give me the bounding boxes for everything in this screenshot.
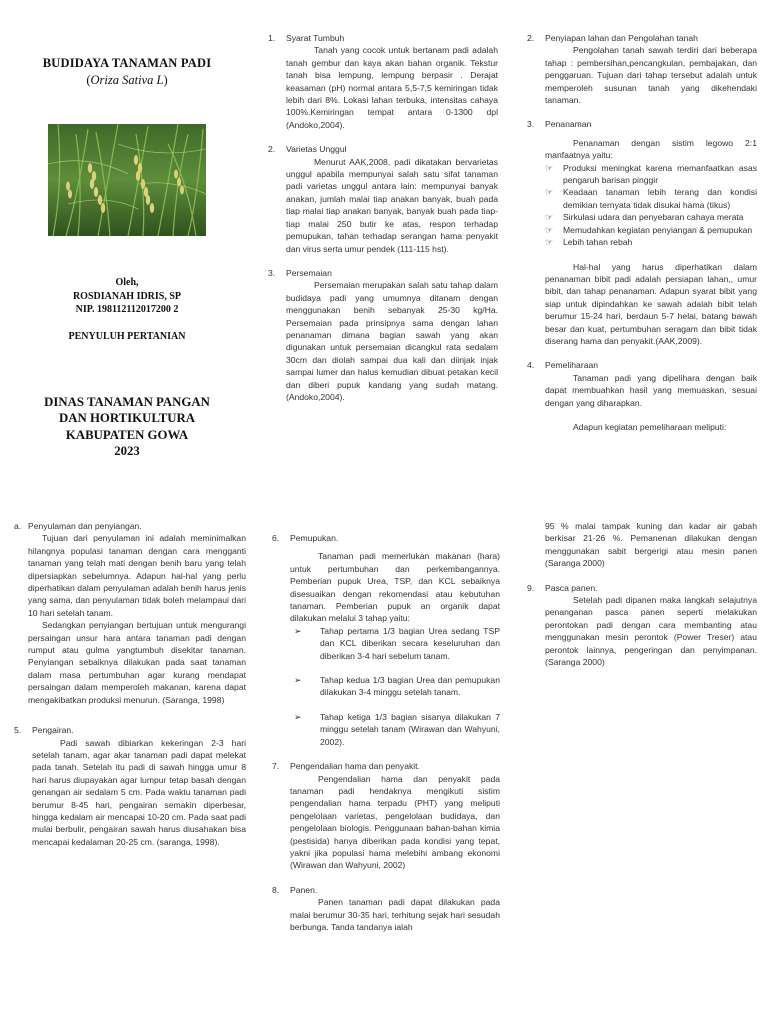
- fertilizer-steps-list: [290, 625, 500, 748]
- list-item: ☞ Produksi meningkat karena memanfaatkan asas pengaruh barisan pinggir: [545, 162, 757, 186]
- section-pemeliharaan: [527, 359, 757, 433]
- section-text: Adapun kegiatan pemeliharaan meliputi:: [573, 421, 727, 432]
- agency-line-3: KABUPATEN GOWA: [65, 427, 189, 442]
- section-title: Penyiapan lahan dan Pengolahan tanah: [545, 33, 698, 43]
- section-text: Menurut AAK,2008, padi dikatakan bervarietas unggul apabila mempunyai salah satu sifat tanaman padi varietas unggul antara lain: mempunyai banyak anakan, jumlah malai tiap anakan banyak, buah pada tiap malai tiap anakan banyak, banyak buah pada tiap-tiap malai 250 butir ke atas, respon terhadap pemupukan, tahan terhadap serangan hama penyakit dan virus serta umur pendek (111-115 hst).: [286, 156, 498, 254]
- brochure-title: BUDIDAYA TANAMAN PADI: [42, 56, 212, 70]
- section-text: Panen tanaman padi dapat dilakukan pada malai berumur 30-35 hari, terhitung sejak hari sesudah berbunga. Tanda tandanya ialah: [290, 897, 500, 932]
- agency-line-2: DAN HORTIKULTURA: [59, 411, 195, 425]
- author-role: PENYULUH PERTANIAN: [68, 330, 186, 342]
- section-text: Tujuan dari penyulaman ini adalah meminimalkan hilangnya populasi tanaman dengan cara mengganti tanaman yang telah mati dengan benih baru yang telah dipersiapkan sebelumnya. Adapun hal-hal yang perlu diperhatikan dalam penyulaman adalah benih harus jenis yang sama, dan penyulaman tidak boleh melampaui dari 10 hari setelah tanam.: [28, 533, 246, 618]
- section-pemupukan: [272, 532, 500, 748]
- brochure-page-front: [0, 0, 768, 510]
- arrow-bullet-icon: ➢: [294, 675, 302, 686]
- arrow-bullet-icon: ➢: [294, 625, 302, 636]
- section-penyiapan-lahan: [527, 32, 757, 106]
- author-prefix: Oleh,: [115, 277, 139, 288]
- arrow-bullet-icon: ➢: [294, 711, 302, 722]
- brochure-page-back: [0, 512, 768, 1024]
- section-title: Persemaian: [286, 267, 332, 278]
- section-number: 5.: [14, 725, 22, 736]
- agency-line-1: DINAS TANAMAN PANGAN: [44, 394, 210, 409]
- agency-year: 2023: [114, 444, 140, 458]
- section-syarat-tumbuh: [268, 32, 498, 131]
- bottom-column-3: [527, 512, 757, 1024]
- section-number: 2.: [268, 144, 276, 155]
- section-title: Pengendalian hama dan penyakit.: [290, 761, 420, 772]
- rice-plant-photo: [48, 124, 206, 236]
- section-number: 7.: [272, 761, 280, 772]
- section-text: Tanah yang cocok untuk bertanam padi adalah tanah gembur dan kaya akan bahan organik. Tekstur tanah bisa lempung, lempung berpasir . Derajat keasaman (pH) normal antara 5,5-7,5 kemiringan tidak lebih dari 8%. Lokasi lahan terbuka, intensitas cahaya 100%.Kemiringan tempat antara 0-1300 dpl (Andoko,2004).: [286, 45, 498, 130]
- agency-block: [18, 394, 236, 460]
- section-text: 95 % malai tampak kuning dan kadar air gabah berkisar 21-26 %. Pemanenan dilakukan dengan menggunakan sabit bergerigi atau mesin panen (Saranga 2000): [545, 521, 757, 569]
- section-number: 9.: [527, 582, 535, 593]
- section-number: 1.: [268, 33, 276, 43]
- brochure-subtitle: (Oriza Sativa L): [86, 73, 168, 87]
- bottom-column-2: [272, 512, 500, 1024]
- section-number: 2.: [527, 33, 535, 43]
- section-panen-continued: [527, 520, 757, 570]
- section-title: Pengairan.: [32, 725, 74, 736]
- hand-pointer-icon: ☞: [545, 187, 554, 198]
- section-title: Pemupukan.: [290, 533, 339, 543]
- section-penyulaman: [14, 520, 246, 706]
- section-text: Sedangkan penyiangan bertujuan untuk mengurangi persaingan unsur hara antara tanaman padi dengan rumput atau gulma yangtumbuh disekitar tanaman. Penyiangan sebaiknya dilakukan pada saat tanaman dalam masa pertumbuhan agar kurang mendapat persaingan dalam memperoleh makanan, karena dapat mengakibatkan produksi menurun. (Saranga, 1998): [28, 620, 246, 705]
- section-title: Penanaman: [545, 119, 592, 130]
- section-number: 3.: [527, 119, 535, 130]
- section-label: a.: [14, 521, 22, 531]
- section-intro: Penanaman dengan sistim legowo 2:1 manfaatnya yaitu:: [545, 137, 757, 161]
- list-item: ☞ Sirkulasi udara dan penyebaran cahaya merata: [545, 212, 744, 223]
- section-text: Pengolahan tanah sawah terdiri dari beberapa tahap : pembersihan,pencangkulan, pembajakan, dan penggaruan. Tujuan dari tahap tersebut adalah untuk memperoleh susunan tanah yang dikehendaki tanaman.: [545, 45, 757, 106]
- section-text: Tanaman padi yang dipelihara dengan baik dapat membuahkan hasil yang memuaskan, sesuai dengan yang diharapkan.: [545, 372, 757, 408]
- section-pengairan: [14, 724, 246, 848]
- section-text: Padi sawah dibiarkan kekeringan 2-3 hari setelah tanam, agar akar tanaman padi dapat melekat pada tanah. Setelah itu padi di sawah hingga umur 8 hari harus diupayakan agar lumpur tetap basah dengan genangan air sedalam 5 cm. Pada waktu tanaman padi berumur 8-45 hari, pengairan semakin diperbesar, hingga kedalam air mencapai 10-20 cm. Pada saat padi mulai berbulir, pengairan sawah harus diusahakan bisa mencapai kedalaman 20-25 cm. (saranga, 1998).: [32, 737, 246, 847]
- section-text: Hal-hal yang harus diperhatikan dalam penanaman bibit padi adalah persiapan lahan,, umur bibit, dan tahap penanaman. Adapun syarat bibit yang siap untuk dipindahkan ke sawah adalah bibit telah berumur 15-24 hari, berdaun 5-7 helai, batang bawah besar dan kuat, pertumbuhan seragam dan bibit tidak diserang hama dan penyakit.(AAK,2009).: [545, 261, 757, 346]
- section-text: Persemaian merupakan salah satu tahap dalam budidaya padi yang umumnya ditanam dengan menggunakan benih sebanyak 25-30 kg/Ha. Persemaian pada prinsipnya sama dengan lahan penanaman dimana bagian sawah yang akan digunakan untuk persemaian dicangkul rata sedalam 30cm dan diolah sampai dua kali dan diinjak injak sampai lumer dan halus kemudian dibuat petakan kecil dan diberi pupuk kandang yang sudah matang. (Andoko,2004).: [286, 280, 498, 402]
- author-name: ROSDIANAH IDRIS, SP: [72, 290, 182, 302]
- section-number: 8.: [272, 884, 280, 895]
- section-penanaman: [527, 118, 757, 347]
- section-text: Tanaman padi memerlukan makanan (hara) untuk pertumbuhan dan perkembangannya. Pemberian pupuk Urea, TSP, dan KCL sebaiknya disesuaikan dengan rekomendasi atau kebutuhan tanaman. Pemberian pupuk an organik dapat dilakukan melalui 3 tahap yaitu:: [290, 551, 500, 624]
- list-item: ☞ Lebih tahan rebah: [545, 237, 633, 248]
- list-item: ☞ Memudahkan kegiatan penyiangan & pemupukan: [545, 224, 753, 235]
- list-item: ☞ Keadaan tanaman lebih terang dan kondisi demikian ternyata tidak disukai hama (tikus): [545, 187, 757, 210]
- bottom-column-1: [14, 512, 246, 1024]
- hand-pointer-icon: ☞: [545, 162, 554, 173]
- section-title: Syarat Tumbuh: [286, 33, 345, 43]
- list-item: ➢ Tahap kedua 1/3 bagian Urea dan pemupukan dilakukan 3-4 minggu setelah tanam.: [294, 675, 500, 698]
- section-number: 4.: [527, 360, 535, 371]
- cover-column: [18, 0, 236, 510]
- section-title: Pemeliharaan: [545, 360, 599, 371]
- list-item: ➢ Tahap pertama 1/3 bagian Urea sedang TSP dan KCL diberikan secara keseluruhan dan diberikan 3-4 hari sebelum tanam.: [294, 625, 500, 661]
- section-number: 6.: [272, 533, 280, 543]
- list-item: ➢ Tahap ketiga 1/3 bagian sisanya dilakukan 7 minggu setelah tanam (Wirawan dan Wahyuni, 2002).: [294, 711, 500, 747]
- section-persemaian: [268, 267, 498, 403]
- section-text: Setelah padi dipanen maka langkah selajutnya penanganan pasca panen seperti melakukan perontokan padi dengan cara membanting atau menggunakan mesin perontok (Power Treser) atau perontok lainnya, pengeringan dan penyimpanan. (Saranga 2000): [545, 595, 757, 668]
- top-column-2: [268, 0, 498, 510]
- section-text: Pengendalian hama dan penyakit pada tanaman padi hendaknya mengikuti sistim pengendalian hama terpadu (PHT) yang meliputi pengelolaan varietas, pengelolaan budidaya, dan pengelolaan biologis. Penggunaan bahan-bahan kimia (pestisida) hanya diberikan pada kondisi yang tepat, yakni jika populasi hama melebihi ambang ekonomi (Wirawan dan Wahyuni, 2002): [290, 773, 500, 871]
- section-pengendalian-hama: [272, 760, 500, 872]
- section-varietas-unggul: [268, 143, 498, 255]
- author-nip: NIP. 198112112017200 2: [75, 304, 179, 315]
- section-title: Varietas Unggul: [286, 144, 347, 155]
- section-panen: [272, 884, 500, 934]
- section-title: Pasca panen.: [545, 582, 598, 593]
- section-pasca-panen: [527, 582, 757, 669]
- author-block: [18, 276, 236, 317]
- top-column-3: [527, 0, 757, 510]
- section-number: 3.: [268, 267, 276, 278]
- section-title: Panen.: [290, 884, 318, 895]
- hand-pointer-icon: ☞: [545, 212, 554, 223]
- section-title: Penyulaman dan penyiangan.: [28, 521, 142, 531]
- hand-pointer-icon: ☞: [545, 237, 554, 248]
- hand-pointer-icon: ☞: [545, 224, 554, 235]
- legowo-benefits-list: [545, 162, 757, 249]
